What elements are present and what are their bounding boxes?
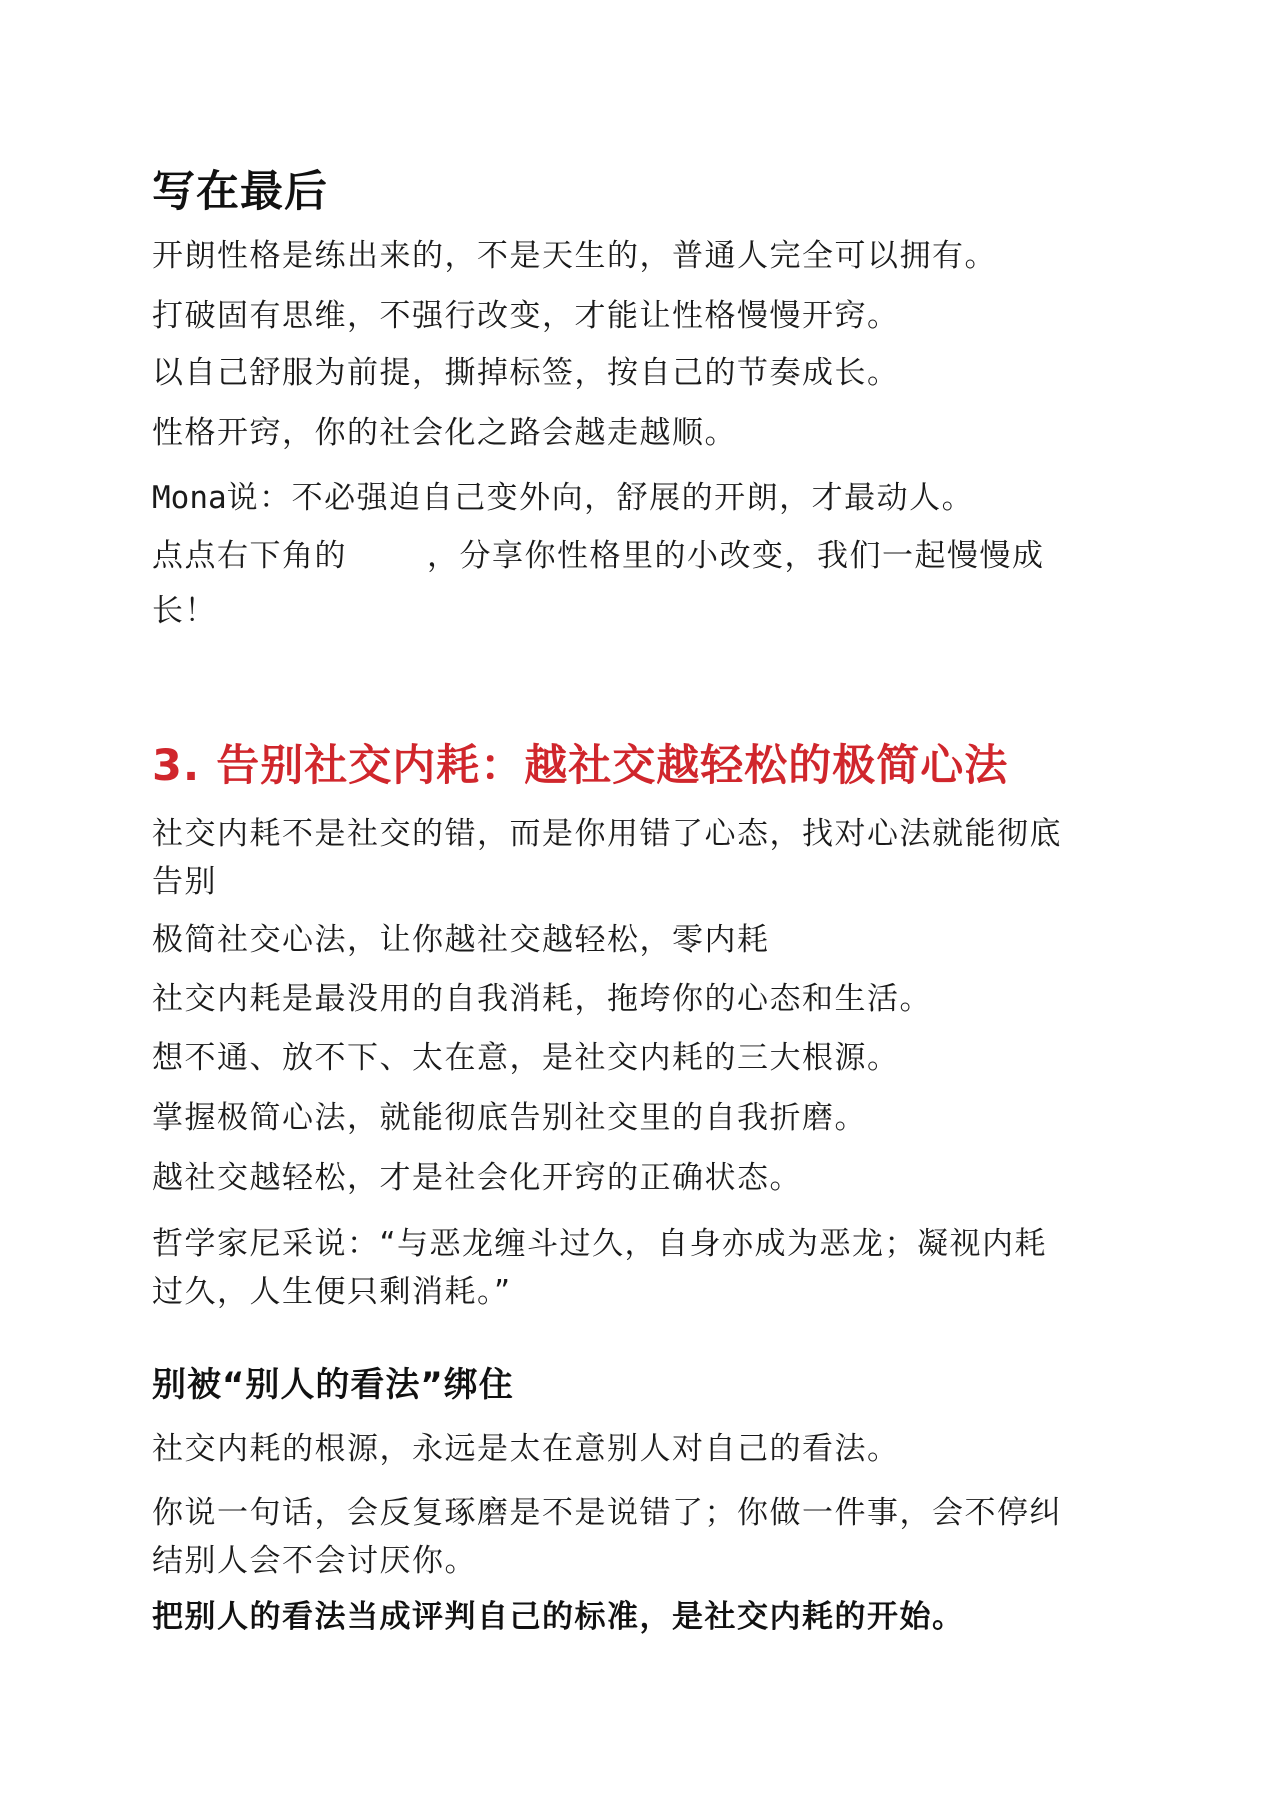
closing-title: 写在最后 xyxy=(152,167,328,217)
mona-name: Mona xyxy=(152,480,227,516)
nietzsche-quote-line-2: 过久，人生便只剩消耗。” xyxy=(152,1274,512,1310)
cta-after: ，分享你性格里的小改变，我们一起慢慢成 xyxy=(427,538,1045,574)
closing-line-2: 打破固有思维，不强行改变，才能让性格慢慢开窍。 xyxy=(152,298,900,334)
section-3-line-2: 社交内耗是最没用的自我消耗，拖垮你的心态和生活。 xyxy=(152,981,932,1017)
closing-line-4: 性格开窍，你的社会化之路会越走越顺。 xyxy=(152,415,737,451)
section-3-line-3: 想不通、放不下、太在意，是社交内耗的三大根源。 xyxy=(152,1040,900,1076)
section-3-line-1: 极简社交心法，让你越社交越轻松，零内耗 xyxy=(152,922,770,958)
section-3-line-5: 越社交越轻松，才是社会化开窍的正确状态。 xyxy=(152,1160,802,1196)
cta-line xyxy=(152,530,1045,582)
section-3-line-4: 掌握极简心法，就能彻底告别社交里的自我折磨。 xyxy=(152,1100,867,1136)
cta-before: 点点右下角的 xyxy=(152,538,347,574)
mona-quote-text: 说：不必强迫自己变外向，舒展的开朗，才最动人。 xyxy=(226,480,975,516)
cta-end: 长！ xyxy=(152,593,217,629)
mona-quote xyxy=(152,472,974,524)
subsection-line-2a: 你说一句话，会反复琢磨是不是说错了；你做一件事，会不停纠 xyxy=(152,1495,1062,1531)
closing-line-3: 以自己舒服为前提，撕掉标签，按自己的节奏成长。 xyxy=(152,355,900,391)
section-3-title: 3. 告别社交内耗：越社交越轻松的极简心法 xyxy=(152,741,1009,791)
nietzsche-quote-line-1: 哲学家尼采说：“与恶龙缠斗过久，自身亦成为恶龙；凝视内耗 xyxy=(152,1226,1048,1262)
closing-line-1: 开朗性格是练出来的，不是天生的，普通人完全可以拥有。 xyxy=(152,238,997,274)
section-3-intro-line-1: 社交内耗不是社交的错，而是你用错了心态，找对心法就能彻底 xyxy=(152,816,1062,852)
subsection-line-1: 社交内耗的根源，永远是太在意别人对自己的看法。 xyxy=(152,1431,900,1467)
subsection-bold-line: 把别人的看法当成评判自己的标准，是社交内耗的开始。 xyxy=(152,1599,965,1635)
subsection-line-2b: 结别人会不会讨厌你。 xyxy=(152,1543,477,1579)
subsection-title: 别被“别人的看法”绑住 xyxy=(152,1365,514,1405)
section-3-intro-line-2: 告别 xyxy=(152,864,217,900)
